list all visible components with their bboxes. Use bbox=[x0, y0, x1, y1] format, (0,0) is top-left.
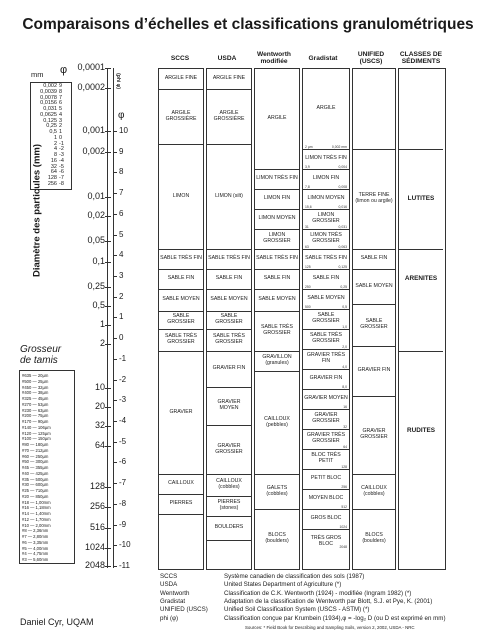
gradistat-bound-mm: 2,0 bbox=[342, 345, 347, 349]
conversion-phi-value: -7 bbox=[59, 175, 64, 182]
sieve-row: #100 — 150µm bbox=[22, 436, 51, 442]
mm-scale-value: 1024 bbox=[84, 542, 105, 552]
conversion-mm-value: 0,5 bbox=[49, 129, 57, 136]
wentworth-cell: GALETS (cobbles) bbox=[266, 484, 288, 497]
phi-scale-value: 9 bbox=[119, 146, 124, 156]
mm-scale-value: 20 bbox=[94, 401, 105, 411]
gradistat-bound-mm: 1024 bbox=[339, 525, 347, 529]
sources-note: Sources: * Field Book for Describing and Sampling Soils, version 2, 2002, USDA - NRC bbox=[245, 625, 415, 630]
sieve-row: #3 — 5,60mm bbox=[22, 557, 49, 562]
conversion-phi-value: 7 bbox=[59, 94, 63, 101]
phi-scale-tick bbox=[113, 545, 117, 546]
conversion-phi-value: -8 bbox=[59, 181, 64, 188]
gradistat-cell: GRAVIER GROSSIER bbox=[312, 412, 340, 424]
sieve-row: #50 — 300µm bbox=[22, 459, 49, 465]
wentworth-cell: SABLE MOYEN bbox=[258, 296, 296, 303]
phi-scale-tick bbox=[113, 235, 117, 236]
legend-key: Wentworth bbox=[160, 589, 190, 597]
phi-scale-tick bbox=[113, 380, 117, 381]
sccs-cell: GRAVIER bbox=[169, 408, 193, 415]
legend-value: Classification de C.K. Wentworth (1924) - modifiée (Ingram 1982) (*) bbox=[224, 589, 412, 597]
sieve-row: #140 — 106µm bbox=[22, 424, 51, 430]
gradistat-cell: GRAVIER TRÈS FIN bbox=[306, 352, 346, 364]
conversion-phi-value: -5 bbox=[59, 163, 64, 170]
wentworth-cell: LIMON MOYEN bbox=[258, 215, 296, 222]
mm-scale-value: 10 bbox=[94, 382, 105, 392]
phi-scale-tick bbox=[113, 276, 117, 277]
conversion-phi-value: 1 bbox=[59, 129, 63, 136]
phi-scale-value: -8 bbox=[119, 498, 127, 508]
classes-cell: RUDITES bbox=[406, 427, 436, 435]
sieve-row: #25 — 710µm bbox=[22, 488, 49, 493]
conversion-phi-value: -2 bbox=[59, 146, 64, 153]
phi-scale-tick bbox=[113, 462, 117, 463]
gradistat-bound-um: 250 bbox=[305, 285, 311, 289]
gradistat-cell: GRAVIER TRÈS GROSSIER bbox=[306, 432, 346, 444]
usda-divider bbox=[207, 540, 251, 541]
sieve-row: #5 — 4,00mm bbox=[22, 545, 49, 551]
phi-scale-value: 1 bbox=[119, 312, 124, 322]
wentworth-cell: LIMON FIN bbox=[263, 195, 291, 202]
sieve-row: #7 — 2,80mm bbox=[22, 534, 49, 539]
gradistat-cell: SABLE FIN bbox=[312, 275, 340, 282]
gradistat-bound-mm: 0,063 bbox=[338, 245, 347, 249]
mm-scale-value: 2048 bbox=[84, 560, 105, 570]
usda-cell: CAILLOUX (cobbles) bbox=[216, 478, 242, 490]
phi-scale-value: 5 bbox=[119, 229, 124, 239]
phi-scale-tick bbox=[113, 400, 117, 401]
conversion-mm-value: 32 bbox=[50, 163, 57, 170]
author: Daniel Cyr, UQAM bbox=[20, 617, 94, 627]
phi-scale-tick bbox=[113, 152, 117, 153]
sieve-row: #20 — 850µm bbox=[22, 493, 49, 499]
conversion-mm-value: 4 bbox=[53, 146, 57, 153]
sieve-row: #10 — 2,00mm bbox=[22, 522, 51, 528]
mm-header: mm bbox=[31, 70, 44, 79]
gradistat-bound-um: 63 bbox=[305, 245, 309, 249]
gradistat-bound-um: 15,6 bbox=[305, 205, 312, 209]
usda-cell: SABLE TRÈS FIN bbox=[208, 255, 250, 262]
phi-scale-value: -10 bbox=[119, 540, 131, 550]
sieve-row: #35 — 500µm bbox=[22, 476, 49, 482]
unified-cell: GRAVIER GROSSIER bbox=[360, 428, 388, 440]
sieve-row: #170 — 90µm bbox=[22, 419, 49, 424]
legend-key: SCCS bbox=[160, 573, 178, 580]
gradistat-bound-mm: 0,125 bbox=[338, 265, 347, 269]
sccs-divider bbox=[159, 514, 203, 515]
unified-cell: SABLE MOYEN bbox=[355, 282, 393, 289]
conversion-mm-value: 64 bbox=[50, 169, 57, 176]
phi-scale-tick bbox=[113, 338, 117, 339]
phi-scale-tick bbox=[113, 421, 117, 422]
sieve-row: #4 — 4,75mm bbox=[22, 551, 49, 557]
sieve-row: #70 — 212µm bbox=[22, 447, 49, 453]
gradistat-cell: LIMON TRÈS FIN bbox=[305, 155, 347, 162]
conversion-phi-value: 8 bbox=[59, 88, 63, 95]
phi-axis-label: (phi φ) bbox=[115, 73, 121, 89]
conversion-mm-value: 8 bbox=[53, 152, 57, 159]
gradistat-bound-mm: 0,25 bbox=[340, 285, 347, 289]
mm-scale-value: 0,02 bbox=[87, 210, 105, 220]
gradistat-cell: BLOC TRÈS PETIT bbox=[311, 452, 341, 464]
gradistat-cell: SABLE MOYEN bbox=[307, 295, 345, 302]
conversion-mm-value: 16 bbox=[50, 157, 57, 164]
phi-scale-value: 10 bbox=[119, 126, 128, 135]
conversion-mm-value: 0,002 bbox=[43, 83, 57, 89]
conversion-mm-value: 128 bbox=[47, 175, 57, 182]
gradistat-cell: MOYEN BLOC bbox=[308, 495, 344, 502]
gradistat-bound-mm: 2048 bbox=[339, 545, 347, 549]
phi-scale-value: 7 bbox=[119, 188, 124, 198]
wentworth-cell: BLOCS (boulders) bbox=[265, 532, 289, 544]
mm-scale-value: 0,002 bbox=[82, 146, 105, 156]
sieve-table bbox=[19, 370, 75, 564]
usda-cell: SABLE FIN bbox=[215, 275, 243, 282]
gradistat-cell: PETIT BLOC bbox=[310, 475, 342, 482]
classes-column bbox=[398, 68, 446, 570]
mm-scale-value: 0,0001 bbox=[77, 62, 105, 72]
wentworth-cell: GRAVILLON (granules) bbox=[262, 354, 292, 366]
sieve-row: #60 — 250µm bbox=[22, 453, 49, 459]
mm-scale-value: 0,25 bbox=[87, 281, 105, 291]
usda-cell: SABLE TRÈS GROSSIER bbox=[213, 333, 245, 345]
phi-scale-value: -1 bbox=[119, 353, 127, 363]
sieve-row: #230 — 63µm bbox=[22, 407, 49, 413]
gradistat-bound-mm: 64 bbox=[343, 445, 347, 449]
sieve-row: #325 — 45µm bbox=[22, 396, 49, 401]
sieve-row: #18 — 1,00mm bbox=[22, 499, 51, 505]
phi-scale-value: -2 bbox=[119, 374, 127, 384]
legend-key: USDA bbox=[160, 581, 178, 589]
legend-key: Gradistat bbox=[160, 597, 186, 605]
gradistat-bound-um: 500 bbox=[305, 305, 311, 309]
sccs-cell: ARGILE FINE bbox=[164, 75, 198, 82]
usda-cell: GRAVIER GROSSIER bbox=[215, 442, 243, 455]
phi-scale-value: -3 bbox=[119, 395, 127, 405]
mm-scale-value: 1 bbox=[99, 319, 105, 329]
gradistat-cell: GRAVIER MOYEN bbox=[304, 395, 348, 402]
conversion-phi-value: -4 bbox=[59, 157, 64, 164]
phi-scale-tick bbox=[113, 566, 117, 567]
sieve-row: #400 — 38µm bbox=[22, 390, 49, 396]
legend-value: Classification conçue par Krumbein (1934),φ = -log₂ D (ou D est exprimé en mm) bbox=[224, 614, 446, 622]
sieve-row: #14 — 1,40mm bbox=[22, 511, 51, 516]
gradistat-cell: LIMON MOYEN bbox=[307, 195, 345, 202]
wentworth-cell: ARGILE bbox=[267, 115, 287, 122]
wentworth-column bbox=[254, 68, 300, 570]
gradistat-bound-um: 7,8 bbox=[305, 185, 310, 189]
conversion-phi-value: 9 bbox=[59, 83, 63, 89]
phi-scale-tick bbox=[113, 131, 117, 132]
unified-cell: SABLE GROSSIER bbox=[360, 318, 388, 330]
gradistat-cell: ARGILE bbox=[316, 105, 336, 112]
phi-scale-value: -11 bbox=[119, 561, 130, 570]
phi-scale-tick bbox=[113, 214, 117, 215]
sieve-row: #200 — 75µm bbox=[22, 413, 49, 419]
sccs-cell: SABLE TRÈS FIN bbox=[160, 255, 202, 262]
sieve-row: #45 — 355µm bbox=[22, 465, 49, 470]
phi-scale-value: -6 bbox=[119, 457, 127, 467]
sieve-row: #30 — 600µm bbox=[22, 482, 49, 488]
conversion-mm-value: 1 bbox=[53, 134, 57, 141]
phi-scale-value: 3 bbox=[119, 271, 124, 280]
gradistat-bound-mm: 0,002 mm bbox=[331, 145, 347, 149]
header-sccs: SCCS bbox=[170, 55, 190, 62]
sccs-cell: SABLE FIN bbox=[167, 275, 195, 282]
unified-cell: CAILLOUX (cobbles) bbox=[361, 484, 387, 497]
gradistat-bound-mm: 512 bbox=[341, 505, 347, 509]
conversion-phi-value: 5 bbox=[59, 106, 63, 113]
conversion-mm-value: 0,0156 bbox=[40, 100, 57, 107]
gradistat-cell: TRÈS GROS BLOC bbox=[310, 534, 342, 547]
gradistat-bound-mm: 0,031 bbox=[338, 225, 347, 229]
sccs-column bbox=[158, 68, 204, 570]
legend-value: Unified Soil Classification System (USCS - ASTM) (*) bbox=[224, 606, 370, 614]
mm-scale-value: 0,0002 bbox=[77, 82, 105, 92]
mm-scale-value: 0,01 bbox=[87, 191, 105, 201]
conversion-phi-value: -6 bbox=[59, 169, 64, 176]
phi-scale-value: 4 bbox=[119, 250, 124, 260]
conversion-mm-value: 2 bbox=[53, 140, 57, 147]
phi-scale-tick bbox=[113, 172, 117, 173]
sccs-cell: LIMON bbox=[172, 192, 190, 199]
sieve-row: #80 — 180µm bbox=[22, 442, 49, 447]
conversion-phi-value: 3 bbox=[59, 117, 63, 124]
unified-cell: BLOCS (boulders) bbox=[362, 532, 386, 544]
sieve-row: #6 — 3,35mm bbox=[22, 539, 49, 545]
legend-key: phi (φ) bbox=[160, 614, 179, 622]
usda-cell: BOULDERS bbox=[214, 524, 244, 531]
gradistat-bound-mm: 0,5 bbox=[342, 305, 347, 309]
conversion-mm-value: 256 bbox=[47, 181, 57, 188]
usda-cell: PIERRES (stones) bbox=[217, 499, 241, 511]
gradistat-cell: SABLE GROSSIER bbox=[312, 312, 340, 324]
usda-column bbox=[206, 68, 252, 570]
gradistat-bound-um: 31 bbox=[305, 225, 309, 229]
wentworth-cell: LIMON TRÈS FIN bbox=[256, 175, 298, 182]
gradistat-bound-mm: 8,0 bbox=[342, 385, 347, 389]
unified-cell: TERRE FINE (limon ou argile) bbox=[355, 192, 393, 204]
y-axis-label: Diamètre des particules (mm) bbox=[31, 143, 43, 278]
wentworth-cell: LIMON GROSSIER bbox=[263, 232, 291, 244]
usda-cell: GRAVIER FIN bbox=[212, 365, 246, 372]
sccs-cell: SABLE TRÈS GROSSIER bbox=[165, 333, 197, 345]
sieve-row: #450 — 32µm bbox=[22, 384, 49, 390]
conversion-phi-value: 0 bbox=[59, 134, 63, 141]
conversion-mm-value: 0,25 bbox=[46, 123, 57, 130]
sccs-cell: CAILLOUX bbox=[168, 480, 194, 487]
unified-cell: GRAVIER FIN bbox=[357, 367, 391, 374]
sieve-row: #8 — 2,36mm bbox=[22, 528, 49, 534]
header-gradistat: Gradistat bbox=[308, 55, 338, 62]
phi-scale-value: -5 bbox=[119, 436, 127, 446]
gradistat-bound-um: 3,9 bbox=[305, 165, 310, 169]
gradistat-bound-mm: 32 bbox=[343, 425, 347, 429]
mm-scale-value: 0,05 bbox=[87, 235, 105, 245]
sieve-row: #12 — 1,70mm bbox=[22, 516, 51, 522]
mm-scale-value: 0,1 bbox=[92, 256, 105, 266]
mm-scale-value: 128 bbox=[89, 481, 105, 491]
wentworth-cell: SABLE TRÈS FIN bbox=[256, 255, 298, 262]
conversion-phi-value: -3 bbox=[59, 152, 64, 159]
phi-symbol-axis: φ bbox=[118, 110, 125, 121]
phi-scale-value: 8 bbox=[119, 167, 124, 177]
legend-value: United States Department of Agriculture (*) bbox=[224, 581, 342, 589]
wentworth-cell: SABLE TRÈS GROSSIER bbox=[261, 324, 293, 336]
gradistat-cell: GRAVIER FIN bbox=[309, 375, 343, 382]
gradistat-cell: LIMON GROSSIER bbox=[312, 212, 340, 224]
legend-value: Adaptation de la classification de Wentworth par Blott, S.J. et Pye, K. (2001) bbox=[224, 597, 433, 605]
gradistat-cell: SABLE TRÈS FIN bbox=[305, 255, 347, 262]
gradistat-bound-mm: 0,008 bbox=[338, 185, 347, 189]
legend bbox=[160, 573, 490, 623]
legend-key: UNIFIED (USCS) bbox=[160, 606, 208, 614]
classes-cell: LUTITES bbox=[407, 195, 435, 203]
gradistat-bound-um: 2 µm bbox=[305, 145, 313, 149]
gradistat-bound-mm: 128 bbox=[341, 465, 347, 469]
sieve-row: #120 — 125µm bbox=[22, 430, 51, 436]
gradistat-bound-mm: 0,016 bbox=[338, 205, 347, 209]
conversion-phi-value: 4 bbox=[59, 111, 63, 118]
conversion-mm-value: 0,031 bbox=[43, 106, 57, 113]
phi-scale-tick bbox=[113, 483, 117, 484]
phi-scale-tick bbox=[113, 255, 117, 256]
gradistat-bound-mm: 16 bbox=[343, 405, 347, 409]
gradistat-cell: GROS BLOC bbox=[310, 515, 342, 522]
mm-scale-value: 516 bbox=[89, 522, 105, 532]
conversion-phi-value: -1 bbox=[59, 140, 64, 147]
legend-value: Système canadien de classification des sols (1987) bbox=[224, 573, 365, 580]
phi-scale-value: -7 bbox=[119, 478, 127, 488]
conversion-mm-value: 0,0078 bbox=[40, 94, 57, 101]
gradistat-bound-mm: 0,004 bbox=[338, 165, 347, 169]
phi-scale-tick bbox=[113, 317, 117, 318]
sieve-row: #500 — 25µm bbox=[22, 378, 49, 384]
conversion-mm-value: 0,0625 bbox=[40, 111, 57, 118]
conversion-phi-value: 6 bbox=[59, 100, 63, 107]
usda-cell: LIMON (silt) bbox=[215, 192, 243, 199]
classes-cell: ARENITES bbox=[404, 275, 438, 283]
phi-scale-value: 6 bbox=[119, 208, 124, 218]
conversion-mm-value: 0,0039 bbox=[40, 88, 57, 95]
phi-scale-column bbox=[110, 62, 134, 579]
sieve-row: #40 — 425µm bbox=[22, 470, 49, 476]
gradistat-cell: SABLE TRÈS GROSSIER bbox=[310, 332, 342, 344]
conversion-phi-value: 2 bbox=[59, 123, 63, 130]
sccs-cell: PIERRES bbox=[169, 500, 193, 507]
mm-scale-value: 64 bbox=[94, 440, 105, 450]
gradistat-column bbox=[302, 68, 350, 570]
phi-symbol-header: φ bbox=[60, 64, 68, 76]
gradistat-bound-mm: 1,0 bbox=[342, 325, 347, 329]
sccs-cell: SABLE MOYEN bbox=[162, 296, 200, 303]
phi-scale-tick bbox=[113, 193, 117, 194]
gradistat-cell: LIMON TRÈS GROSSIER bbox=[310, 232, 342, 244]
gradistat-bound-mm: 4,0 bbox=[342, 365, 347, 369]
mm-scale-value: 2 bbox=[99, 338, 105, 348]
conversion-mm-value: 0,125 bbox=[43, 117, 57, 124]
phi-scale-tick bbox=[113, 442, 117, 443]
phi-scale-tick bbox=[113, 297, 117, 298]
gradistat-bound-um: 125 bbox=[305, 265, 311, 269]
phi-scale-value: -9 bbox=[119, 519, 127, 529]
sieve-row: #270 — 53µm bbox=[22, 401, 49, 407]
usda-cell: ARGILE GROSSIÈRE bbox=[213, 109, 245, 122]
header-unified: UNIFIED (USCS) bbox=[357, 51, 385, 65]
header-usda: USDA bbox=[217, 55, 237, 62]
sccs-cell: SABLE GROSSIER bbox=[167, 313, 195, 325]
usda-cell: SABLE GROSSIER bbox=[215, 313, 243, 325]
usda-cell: GRAVIER MOYEN bbox=[217, 399, 241, 411]
gradistat-bound-mm: 256 bbox=[341, 485, 347, 489]
sieve-title: Grosseur de tamis bbox=[20, 344, 62, 366]
phi-scale-value: -4 bbox=[119, 416, 127, 425]
wentworth-cell: CAILLOUX (pebbles) bbox=[264, 415, 290, 428]
gradistat-cell: LIMON FIN bbox=[312, 175, 340, 182]
phi-scale-tick bbox=[113, 525, 117, 526]
unified-column bbox=[352, 68, 396, 570]
mm-scale-value: 256 bbox=[89, 501, 105, 511]
unified-cell: SABLE FIN bbox=[360, 255, 388, 262]
mm-scale-value: 0,5 bbox=[92, 300, 105, 310]
mm-scale-value: 32 bbox=[94, 420, 105, 430]
usda-cell: SABLE MOYEN bbox=[210, 296, 248, 303]
phi-scale-value: 2 bbox=[119, 291, 124, 301]
wentworth-cell: SABLE FIN bbox=[263, 275, 291, 282]
mm-scale-value: 0,001 bbox=[82, 125, 105, 135]
phi-scale-tick bbox=[113, 359, 117, 360]
phi-scale-tick bbox=[113, 504, 117, 505]
phi-scale-value: 0 bbox=[119, 333, 124, 343]
header-classes: CLASSES DE SÉDIMENTS bbox=[399, 51, 443, 65]
header-wentworth: Wentworth modifiée bbox=[257, 51, 291, 65]
page-title: Comparaisons d’échelles et classifications granulométriques bbox=[22, 16, 474, 33]
sieve-row: #16 — 1,18mm bbox=[22, 505, 51, 511]
sccs-cell: ARGILE GROSSIÈRE bbox=[165, 109, 197, 122]
sieve-row: #635 — 20µm bbox=[22, 373, 49, 378]
usda-cell: ARGILE FINE bbox=[212, 75, 246, 82]
